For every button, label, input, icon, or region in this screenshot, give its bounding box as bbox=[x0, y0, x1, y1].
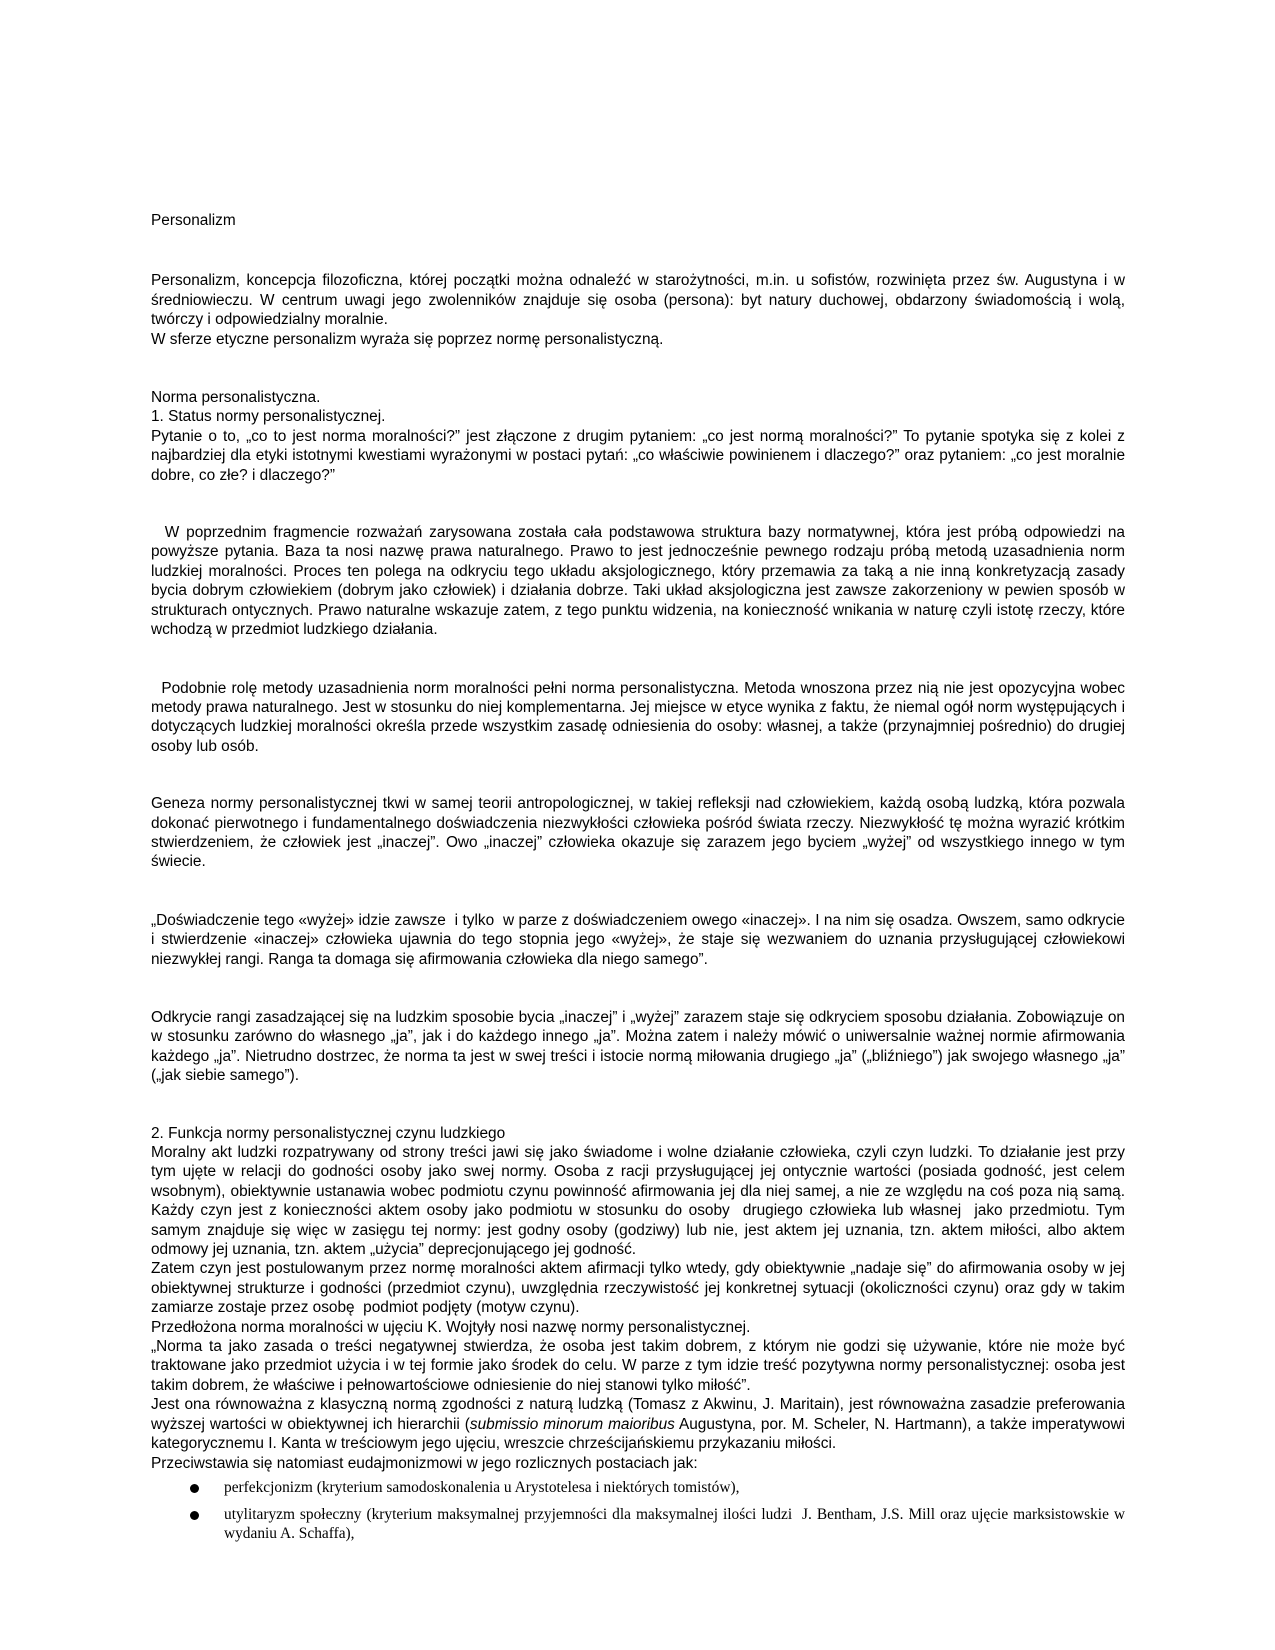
bullet-icon bbox=[190, 1511, 199, 1520]
eudaimonism-list bbox=[151, 1478, 1129, 1544]
natural-law-paragraph: W poprzednim fragmencie rozważań zarysowana została cała podstawowa struktura bazy normatywnej, która jest próbą odpowiedzi na powyższe pytania. Baza ta nosi nazwę prawa naturalnego. Prawo to jest jednocześnie pewnego rodzaju próbą metodą uzasadnienia norm ludzkiej moralności. Proces ten polega na odkryciu tego układu aksjologicznego, który przemawia za taką a nie inną konkretyzacją zasady bycia dobrym człowiekiem (dobrym jako człowiek) i działania dobrze. Taki układ aksjologiczna jest zawsze zakorzeniony w pewien sposób w strukturach ontycznych. Prawo naturalne wskazuje zatem, z tego punktu widzenia, na konieczność wnikania w naturę czyli istotę rzeczy, które wchodzą w przedmiot ludzkiego działania. bbox=[151, 524, 1130, 639]
document-title: Personalizm bbox=[151, 212, 236, 229]
document-page bbox=[151, 211, 1130, 1552]
intro-ethics-line: W sferze etyczne personalizm wyraża się poprzez normę personalistyczną. bbox=[151, 330, 664, 348]
list-item-text: utylitaryzm społeczny (kryterium maksymalnej przyjemności dla maksymalnej ilości ludzi J. Bentham, J.S. Mill oraz ujęcie marksistowskie w wydaniu A. Schaffa), bbox=[224, 1506, 1129, 1542]
equivalence-text-after: Augustyna, por. M. Scheler, N. Hartmann), a także imperatywowi kategorycznemu I. Kanta w treściowym jego ujęciu, wreszcie chrześcijańskiemu przykazaniu miłości. bbox=[151, 1415, 1126, 1453]
section-heading-norm: Norma personalistyczna. bbox=[151, 389, 321, 407]
equivalence-latin-phrase: submissio minorum maioribus bbox=[469, 1415, 675, 1433]
wojtyla-line: Przedłożona norma moralności w ujęciu K. Wojtyły nosi nazwę normy personalistycznej. bbox=[151, 1318, 751, 1336]
list-item bbox=[151, 1479, 1125, 1498]
discovery-paragraph: Odkrycie rangi zasadzającej się na ludzkim sposobie bycia „inaczej” i „wyżej” zarazem staje się odkryciem sposobu działania. Zobowiązuje on w stosunku zarówno do własnego „ja”, jak i do każdego innego „ja”. Można zatem i należy mówić o uniwersalnie ważnej normie afirmowania każdego „ja”. Nietrudno dostrzec, że norma ta jest w swej treści i istocie normą miłowania drugiego „ja” („bliźniego”) jak swojego własnego „ja” („jak siebie samego”). bbox=[151, 1008, 1125, 1085]
quote-paragraph: „Doświadczenie tego «wyżej» idzie zawsze i tylko w parze z doświadczeniem owego «inaczej». I na nim się osadza. Owszem, samo odkrycie i stwierdzenie «inaczej» człowieka ujawnia do tego stopnia jego «wyżej», że staje się wezwaniem do uznania przysługującej człowiekowi niezwykłej rangi. Ranga ta domaga się afirmowania człowieka dla niego samego”. bbox=[151, 911, 1130, 968]
equivalence-paragraph bbox=[151, 1395, 1125, 1453]
personalist-method-paragraph: Podobnie rolę metody uzasadnienia norm moralności pełni norma personalistyczna. Metoda wnoszona przez nią nie jest opozycyjna wobec metody prawa naturalnego. Jest w stosunku do niej komplementarna. Jej miejsce w etyce wynika z faktu, że niemal ogół norm występujących i dotyczących ludzkiej moralności określa przede wszystkim zasadę odniesienia do osoby: własnej, a także (przynajmniej pośrednio) do drugiej osoby lub osób. bbox=[151, 679, 1130, 755]
subheading-status: 1. Status normy personalistycznej. bbox=[151, 408, 386, 426]
norm-quote-paragraph: „Norma ta jako zasada o treści negatywnej stwierdza, że osoba jest takim dobrem, z którym nie godzi się używanie, które nie może być traktowane jako przedmiot użycia i w tej formie jako środek do celu. W parze z tym idzie treść pozytywna normy personalistycznej: osoba jest takim dobrem, że właściwe i pełnowartościowe odniesienie do niej stanowi tylko miłość”. bbox=[151, 1338, 1125, 1394]
genesis-paragraph: Geneza normy personalistycznej tkwi w samej teorii antropologicznej, w takiej refleksji nad człowiekiem, każdą osobą ludzką, która pozwala dokonać pierwotnego i fundamentalnego doświadczenia niezwykłości człowieka pośród świata rzeczy. Niezwykłość tę można wyrazić krótkim stwierdzeniem, że człowiek jest „inaczej”. Owo „inaczej” człowieka okazuje się zarazem jego byciem „wyżej” od wszystkiego innego w tym świecie. bbox=[151, 795, 1125, 871]
equivalence-text-before: Jest ona równoważna z klasyczną normą zgodności z naturą ludzką (Tomasz z Akwinu, J. Maritain), jest równoważna zasadzie preferowania wyższej wartości w obiektywnej ich hierarchii ( bbox=[151, 1396, 1125, 1433]
moral-act-paragraph: Moralny akt ludzki rozpatrywany od strony treści jawi się jako świadome i wolne działanie człowieka, czyli czyn ludzki. To działanie jest przy tym ujęte w relacji do godności osoby jako swej normy. Osoba z racji przysługującej jej ontycznie wartości (posiada godność, jest celem wsobnym), obiektywnie ustanawia wobec podmiotu czynu powinność afirmowania jej dla niej samej, a nie ze względu na coś poza nią samą. Każdy czyn jest z konieczności aktem osoby jako podmiotu w stosunku do osoby drugiego człowieka lub własnej jako przedmiotu. Tym samym znajduje się więc w zasięgu tej normy: jest godny osoby (godziwy) lub nie, jest aktem jej uznania, tzn. aktem miłości, albo aktem odmowy jej uznania, tzn. aktem „użycia” deprecjonującego jej godność. bbox=[151, 1144, 1130, 1259]
intro-paragraph: Personalizm, koncepcja filozoficzna, której początki można odnaleźć w starożytności, m.in. u sofistów, rozwinięta przez św. Augustyna i w średniowieczu. W centrum uwagi jego zwolenników znajduje się osoba (persona): byt natury duchowej, obdarzony świadomością i wolą, twórczy i odpowiedzialny moralnie. bbox=[151, 272, 1125, 329]
section-heading-function: 2. Funkcja normy personalistycznej czynu ludzkiego bbox=[151, 1124, 506, 1142]
list-item bbox=[151, 1506, 1129, 1543]
opposes-line: Przeciwstawia się natomiast eudajmonizmowi w jego rozlicznych postaciach jak: bbox=[151, 1454, 698, 1472]
affirmation-paragraph: Zatem czyn jest postulowanym przez normę moralności aktem afirmacji tylko wtedy, gdy obiektywnie „nadaje się” do afirmowania osoby w jej obiektywnej strukturze i godności (przedmiot czynu), uwzględnia rzeczywistość jej konkretnej sytuacji (okoliczności czynu) oraz gdy w takim zamiarze zostaje przez osobę podmiot podjęty (motyw czynu). bbox=[151, 1260, 1130, 1317]
list-item-text: perfekcjonizm (kryterium samodoskonalenia u Arystotelesa i niektórych tomistów), bbox=[224, 1478, 740, 1496]
bullet-icon bbox=[190, 1484, 199, 1493]
question-paragraph: Pytanie o to, „co to jest norma moralności?” jest złączone z drugim pytaniem: „co jest normą moralności?” To pytanie spotyka się z kolei z najbardziej dla etyki istotnymi kwestiami wyrażonymi w postaci pytań: „co właściwie powinienem i dlaczego?” oraz pytaniem: „co jest moralnie dobre, co złe? i dlaczego?” bbox=[151, 427, 1125, 484]
